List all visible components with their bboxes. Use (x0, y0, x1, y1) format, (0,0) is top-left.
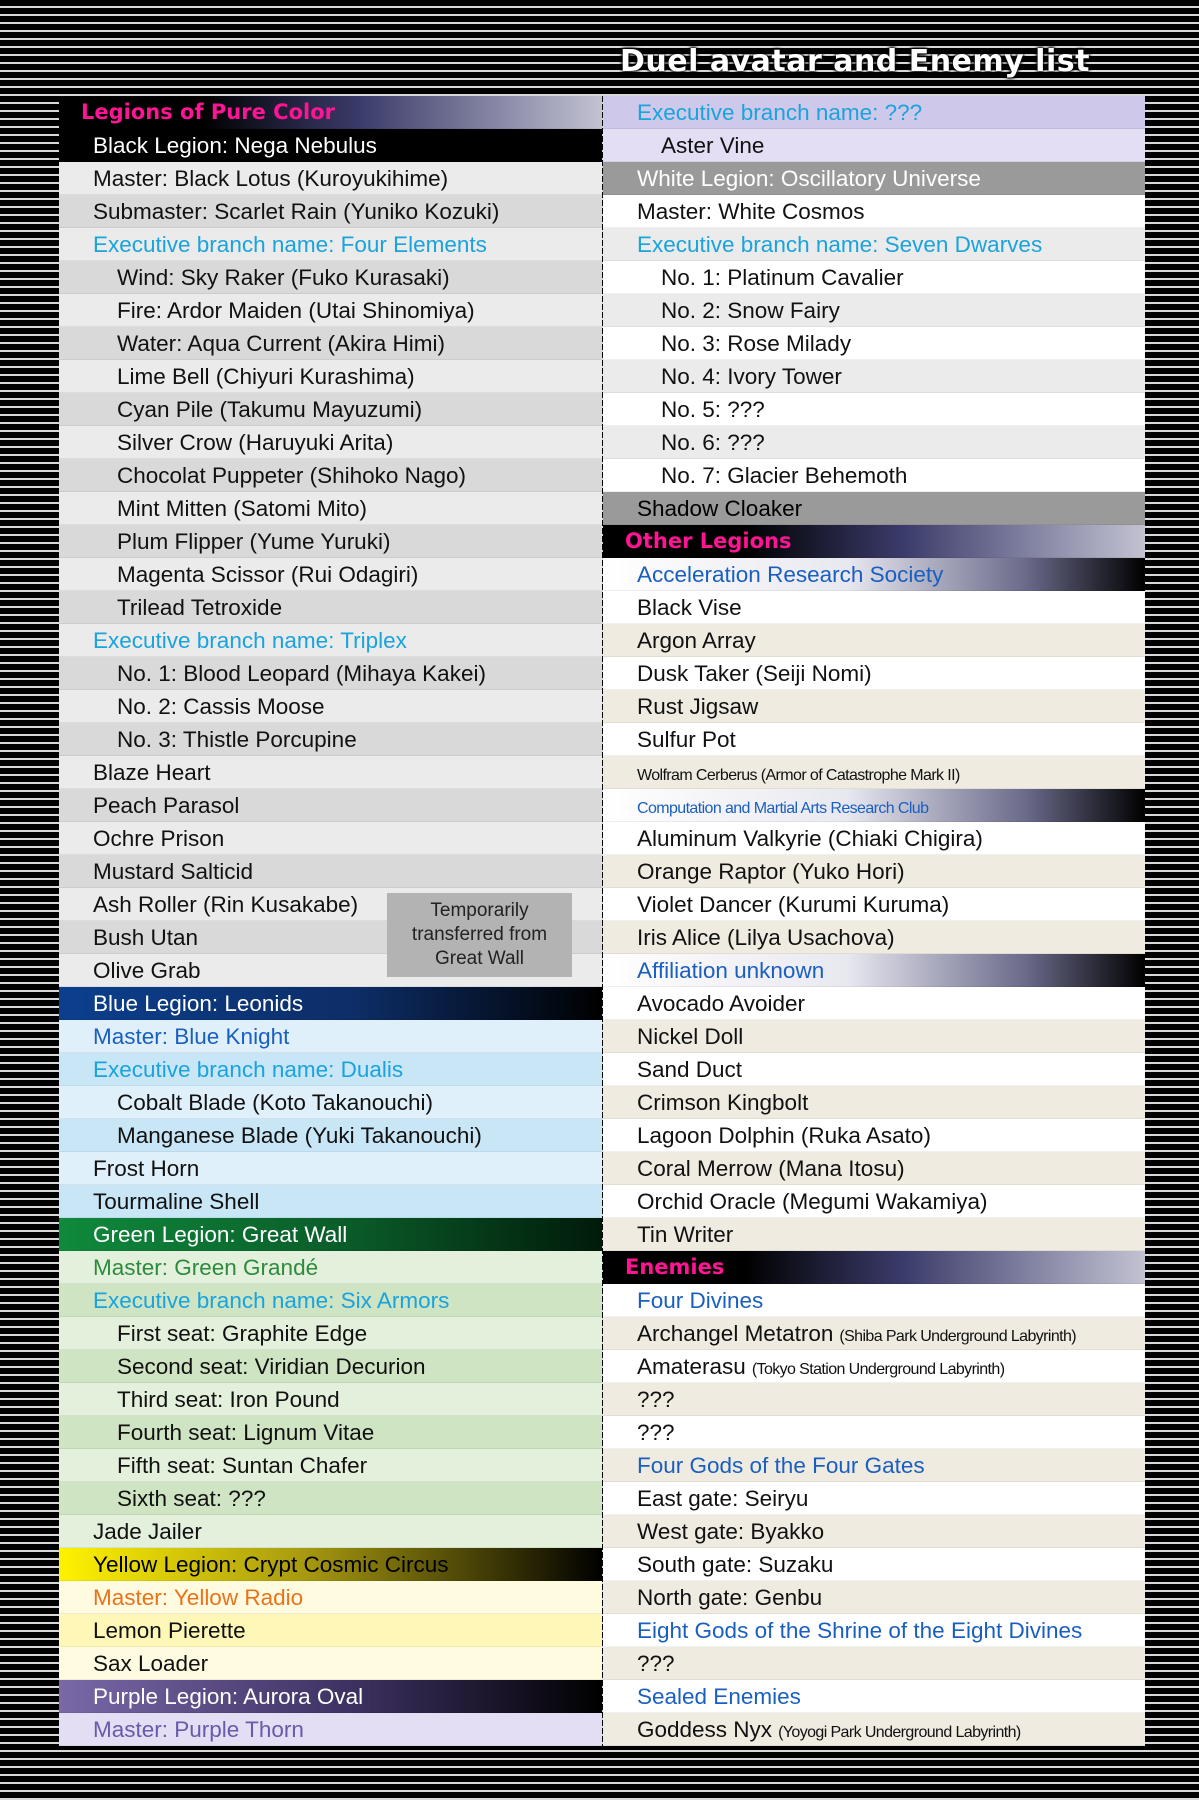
list-item-text: Jade Jailer (93, 1519, 202, 1544)
list-item-first-seat-graphite-edge (59, 1317, 602, 1350)
list-item-submaster-scarlet-rain-yuniko-kozuki (59, 195, 602, 228)
list-item-executive-branch-name (603, 96, 1145, 129)
list-item-aluminum-valkyrie-chiaki-chigira (603, 822, 1145, 855)
list-item-text: Frost Horn (93, 1156, 200, 1181)
list-item-text: Executive branch name: Four Elements (93, 232, 487, 257)
list-item-text: Master: Black Lotus (Kuroyukihime) (93, 166, 449, 191)
list-item-text: No. 6: ??? (661, 430, 765, 455)
list-item-lime-bell-chiyuri-kurashima (59, 360, 602, 393)
transfer-note-line-1: Temporarily (430, 900, 529, 921)
list-item-master-black-lotus-kuroyukihime (59, 162, 602, 195)
list-item-text: Orange Raptor (Yuko Hori) (637, 859, 905, 884)
list-item-frost-horn (59, 1152, 602, 1185)
list-item-no-3-rose-milady (603, 327, 1145, 360)
list-item-wolfram-cerberus-armor-of-catastrophe-mark-ii (603, 756, 1145, 789)
list-item-cobalt-blade-koto-takanouchi (59, 1086, 602, 1119)
list-item-plum-flipper-yume-yuruki (59, 525, 602, 558)
list-item-text: No. 3: Rose Milady (661, 331, 852, 356)
list-item-text: Legions of Pure Color (81, 100, 335, 124)
list-item-text: Master: Purple Thorn (93, 1717, 304, 1742)
list-item-tin-writer (603, 1218, 1145, 1251)
list-item-text: Enemies (625, 1255, 725, 1279)
list-item-magenta-scissor-rui-odagiri (59, 558, 602, 591)
list-item-tourmaline-shell (59, 1185, 602, 1218)
list-item-text: Orchid Oracle (Megumi Wakamiya) (637, 1189, 988, 1214)
list-item-silver-crow-haruyuki-arita (59, 426, 602, 459)
list-item-text: Archangel Metatron (637, 1321, 834, 1346)
list-item-text: ??? (637, 1387, 675, 1412)
list-item-text: West gate: Byakko (637, 1519, 825, 1544)
list-item-amaterasu (603, 1350, 1145, 1383)
list-item-acceleration-research-society (603, 558, 1145, 591)
list-item-text: Lime Bell (Chiyuri Kurashima) (117, 364, 415, 389)
list-item-text: Executive branch name: Seven Dwarves (637, 232, 1043, 257)
list-item-text: Master: Green Grandé (93, 1255, 319, 1280)
list-item-sealed-enemies (603, 1680, 1145, 1713)
list-item-north-gate-genbu (603, 1581, 1145, 1614)
list-item-no-1-platinum-cavalier (603, 261, 1145, 294)
list-item-text: Master: Yellow Radio (93, 1585, 304, 1610)
list-item-master-green-grand (59, 1251, 602, 1284)
list-item-text: Iris Alice (Lilya Usachova) (637, 925, 895, 950)
list-item-text: No. 4: Ivory Tower (661, 364, 842, 389)
list-item-text: Tourmaline Shell (93, 1189, 260, 1214)
list-item-text: Acceleration Research Society (637, 562, 944, 587)
list-item-master-yellow-radio (59, 1581, 602, 1614)
location-note: (Yoyogi Park Underground Labyrinth) (778, 1724, 1021, 1741)
list-item-water-aqua-current-akira-himi (59, 327, 602, 360)
list-item-text: No. 2: Snow Fairy (661, 298, 840, 323)
list-item-fourth-seat-lignum-vitae (59, 1416, 602, 1449)
list-item-text: Wind: Sky Raker (Fuko Kurasaki) (117, 265, 450, 290)
list-item-no-3-thistle-porcupine (59, 723, 602, 756)
list-item-text: Aster Vine (661, 133, 765, 158)
list-item-sand-duct (603, 1053, 1145, 1086)
list-item-text: Sand Duct (637, 1057, 743, 1082)
list-item-text: Manganese Blade (Yuki Takanouchi) (117, 1123, 482, 1148)
transfer-note-line-3: Great Wall (434, 948, 525, 969)
list-item-text: Cobalt Blade (Koto Takanouchi) (117, 1090, 434, 1115)
list-item-text: Purple Legion: Aurora Oval (93, 1684, 364, 1709)
list-item-text: Avocado Avoider (637, 991, 806, 1016)
list-item-sax-loader (59, 1647, 602, 1680)
list-item-executive-branch-name-triplex (59, 624, 602, 657)
list-item-text: Bush Utan (93, 925, 199, 950)
list-item-text: Sax Loader (93, 1651, 209, 1676)
list-item-text: Wolfram Cerberus (Armor of Catastrophe Mark II) (637, 767, 960, 784)
section-header-legions-of-pure-color (59, 96, 602, 129)
list-item-iris-alice-lilya-usachova (603, 921, 1145, 954)
list-item-orchid-oracle-megumi-wakamiya (603, 1185, 1145, 1218)
list-item-executive-branch-name-six-armors (59, 1284, 602, 1317)
list-item-text: Coral Merrow (Mana Itosu) (637, 1156, 905, 1181)
list-item-sixth-seat (59, 1482, 602, 1515)
list-item-master-blue-knight (59, 1020, 602, 1053)
list-item-text: Mustard Salticid (93, 859, 254, 884)
list-item-lemon-pierette (59, 1614, 602, 1647)
list-item-peach-parasol (59, 789, 602, 822)
list-item-text: Eight Gods of the Shrine of the Eight Divines (637, 1618, 1083, 1643)
list-item-text: Sulfur Pot (637, 727, 736, 752)
list-item-manganese-blade-yuki-takanouchi (59, 1119, 602, 1152)
list-item-fire-ardor-maiden-utai-shinomiya (59, 294, 602, 327)
list-item-text: Dusk Taker (Seiji Nomi) (637, 661, 872, 686)
list-item-mustard-salticid (59, 855, 602, 888)
list-item-text: Affiliation unknown (637, 958, 825, 983)
page-title: Duel avatar and Enemy list (620, 44, 1090, 79)
list-item-text: Fifth seat: Suntan Chafer (117, 1453, 368, 1478)
list-item-master-purple-thorn (59, 1713, 602, 1746)
list-item-text: Third seat: Iron Pound (117, 1387, 340, 1412)
list-item-text: Rust Jigsaw (637, 694, 759, 719)
list-item-east-gate-seiryu (603, 1482, 1145, 1515)
list-item-text: First seat: Graphite Edge (117, 1321, 368, 1346)
list-item-green-legion-great-wall (59, 1218, 602, 1251)
list-item-text: Peach Parasol (93, 793, 240, 818)
list-item-text: Olive Grab (93, 958, 201, 983)
list-item-four-gods-of-the-four-gates (603, 1449, 1145, 1482)
list-item-no-2-snow-fairy (603, 294, 1145, 327)
list-item-crimson-kingbolt (603, 1086, 1145, 1119)
list-item-text: Blue Legion: Leonids (93, 991, 304, 1016)
list-item-text: Other Legions (625, 529, 792, 553)
list-item-lagoon-dolphin-ruka-asato (603, 1119, 1145, 1152)
list-item-text: North gate: Genbu (637, 1585, 823, 1610)
list-item-black-legion-nega-nebulus (59, 129, 602, 162)
list-item-text: Magenta Scissor (Rui Odagiri) (117, 562, 419, 587)
list-item-unknown (603, 1416, 1145, 1449)
list-item-trilead-tetroxide (59, 591, 602, 624)
list-item-jade-jailer (59, 1515, 602, 1548)
list-item-avocado-avoider (603, 987, 1145, 1020)
list-item-text: White Legion: Oscillatory Universe (637, 166, 981, 191)
list-item-argon-array (603, 624, 1145, 657)
list-item-wind-sky-raker-fuko-kurasaki (59, 261, 602, 294)
list-item-text: Plum Flipper (Yume Yuruki) (117, 529, 391, 554)
list-item-no-7-glacier-behemoth (603, 459, 1145, 492)
list-item-text: Black Legion: Nega Nebulus (93, 133, 377, 158)
list-item-no-1-blood-leopard-mihaya-kakei (59, 657, 602, 690)
list-item-text: Water: Aqua Current (Akira Himi) (117, 331, 445, 356)
list-item-no-5 (603, 393, 1145, 426)
list-item-ochre-prison (59, 822, 602, 855)
list-item-black-vise (603, 591, 1145, 624)
list-item-text: Computation and Martial Arts Research Club (637, 800, 929, 817)
list-item-text: Executive branch name: Dualis (93, 1057, 404, 1082)
list-item-text: Lagoon Dolphin (Ruka Asato) (637, 1123, 931, 1148)
list-item-text: Aluminum Valkyrie (Chiaki Chigira) (637, 826, 983, 851)
list-item-text: Tin Writer (637, 1222, 734, 1247)
section-header-enemies (603, 1251, 1145, 1284)
list-item-dusk-taker-seiji-nomi (603, 657, 1145, 690)
list-item-white-legion-oscillatory-universe (603, 162, 1145, 195)
list-item-blue-legion-leonids (59, 987, 602, 1020)
location-note: (Tokyo Station Underground Labyrinth) (751, 1361, 1005, 1378)
list-item-text: Submaster: Scarlet Rain (Yuniko Kozuki) (93, 199, 500, 224)
list-item-text: Sealed Enemies (637, 1684, 801, 1709)
list-item-text: Black Vise (637, 595, 742, 620)
list-item-cyan-pile-takumu-mayuzumi (59, 393, 602, 426)
list-item-south-gate-suzaku (603, 1548, 1145, 1581)
list-item-blaze-heart (59, 756, 602, 789)
list-item-executive-branch-name-dualis (59, 1053, 602, 1086)
list-item-fifth-seat-suntan-chafer (59, 1449, 602, 1482)
list-item-mint-mitten-satomi-mito (59, 492, 602, 525)
list-item-violet-dancer-kurumi-kuruma (603, 888, 1145, 921)
list-item-chocolat-puppeter-shihoko-nago (59, 459, 602, 492)
list-item-text: Violet Dancer (Kurumi Kuruma) (637, 892, 950, 917)
list-item-text: Crimson Kingbolt (637, 1090, 809, 1115)
list-item-shadow-cloaker (603, 492, 1145, 525)
list-item-text: Sixth seat: ??? (117, 1486, 266, 1511)
transfer-note-line-2: transferred from (411, 924, 548, 945)
list-item-sulfur-pot (603, 723, 1145, 756)
list-item-west-gate-byakko (603, 1515, 1145, 1548)
list-item-text: Second seat: Viridian Decurion (117, 1354, 426, 1379)
list-item-text: Executive branch name: Triplex (93, 628, 407, 653)
list-item-nickel-doll (603, 1020, 1145, 1053)
list-item-second-seat-viridian-decurion (59, 1350, 602, 1383)
list-item-text: Argon Array (637, 628, 756, 653)
list-item-text: Executive branch name: Six Armors (93, 1288, 450, 1313)
list-item-purple-legion-aurora-oval (59, 1680, 602, 1713)
list-item-text: Blaze Heart (93, 760, 211, 785)
list-item-text: East gate: Seiryu (637, 1486, 809, 1511)
list-item-text: Nickel Doll (637, 1024, 744, 1049)
list-item-no-4-ivory-tower (603, 360, 1145, 393)
list-item-rust-jigsaw (603, 690, 1145, 723)
section-header-other-legions (603, 525, 1145, 558)
list-item-text: No. 5: ??? (661, 397, 765, 422)
list-item-executive-branch-name-four-elements (59, 228, 602, 261)
list-item-text: Amaterasu (637, 1354, 746, 1379)
list-item-text: No. 2: Cassis Moose (117, 694, 325, 719)
list-item-text: No. 1: Platinum Cavalier (661, 265, 904, 290)
list-item-text: Master: Blue Knight (93, 1024, 290, 1049)
list-item-no-6 (603, 426, 1145, 459)
list-item-no-2-cassis-moose (59, 690, 602, 723)
list-item-text: Four Gods of the Four Gates (637, 1453, 925, 1478)
list-item-text: Green Legion: Great Wall (93, 1222, 348, 1247)
list-item-goddess-nyx (603, 1713, 1145, 1746)
list-item-eight-gods-of-the-shrine-of-the-eight-divines (603, 1614, 1145, 1647)
list-item-unknown (603, 1647, 1145, 1680)
list-item-text: Ash Roller (Rin Kusakabe) (93, 892, 359, 917)
list-item-third-seat-iron-pound (59, 1383, 602, 1416)
list-item-text: Silver Crow (Haruyuki Arita) (117, 430, 394, 455)
list-item-text: Four Divines (637, 1288, 764, 1313)
list-item-text: Goddess Nyx (637, 1717, 773, 1742)
list-item-text: No. 3: Thistle Porcupine (117, 727, 357, 752)
list-item-archangel-metatron (603, 1317, 1145, 1350)
list-item-executive-branch-name-seven-dwarves (603, 228, 1145, 261)
list-item-text: Trilead Tetroxide (117, 595, 283, 620)
transfer-note (387, 893, 572, 977)
list-item-text: Mint Mitten (Satomi Mito) (117, 496, 368, 521)
location-note: (Shiba Park Underground Labyrinth) (839, 1328, 1076, 1345)
list-item-text: No. 1: Blood Leopard (Mihaya Kakei) (117, 661, 486, 686)
list-item-text: Fourth seat: Lignum Vitae (117, 1420, 375, 1445)
list-item-text: No. 7: Glacier Behemoth (661, 463, 908, 488)
list-item-text: Fire: Ardor Maiden (Utai Shinomiya) (117, 298, 475, 323)
list-item-text: Cyan Pile (Takumu Mayuzumi) (117, 397, 423, 422)
list-item-text: Yellow Legion: Crypt Cosmic Circus (93, 1552, 449, 1577)
list-item-text: Chocolat Puppeter (Shihoko Nago) (117, 463, 466, 488)
list-item-aster-vine (603, 129, 1145, 162)
list-item-text: Shadow Cloaker (637, 496, 803, 521)
list-item-text: Master: White Cosmos (637, 199, 865, 224)
list-item-orange-raptor-yuko-hori (603, 855, 1145, 888)
list-item-text: Lemon Pierette (93, 1618, 246, 1643)
list-item-text: South gate: Suzaku (637, 1552, 834, 1577)
list-item-text: Ochre Prison (93, 826, 225, 851)
list-item-coral-merrow-mana-itosu (603, 1152, 1145, 1185)
list-item-text: ??? (637, 1420, 675, 1445)
list-item-affiliation-unknown (603, 954, 1145, 987)
list-item-text: ??? (637, 1651, 675, 1676)
list-item-text: Executive branch name: ??? (637, 100, 923, 125)
list-item-four-divines (603, 1284, 1145, 1317)
list-item-unknown (603, 1383, 1145, 1416)
right-column (603, 96, 1145, 1746)
list-item-yellow-legion-crypt-cosmic-circus (59, 1548, 602, 1581)
list-item-computation-and-martial-arts-research-club (603, 789, 1145, 822)
list-item-master-white-cosmos (603, 195, 1145, 228)
